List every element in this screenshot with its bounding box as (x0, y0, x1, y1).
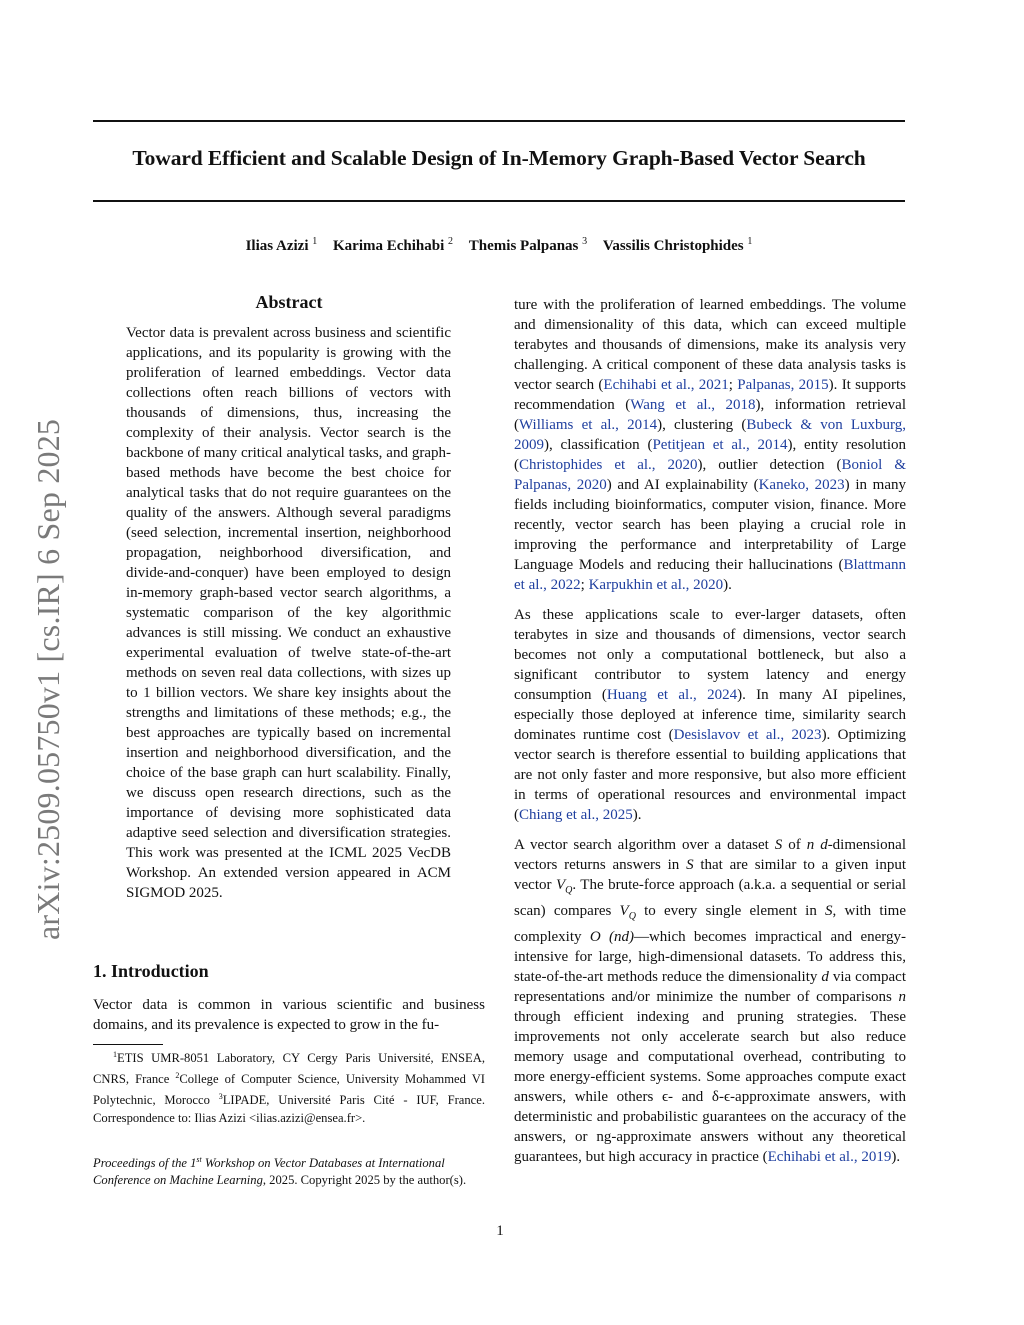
citation-link[interactable]: Huang et al., 2024 (606, 687, 738, 703)
intro-paragraph-2: As these applications scale to ever-larger datasets, often terabytes in size and thousands of dimensions, vector search becomes not only a computational bottleneck, but also a significant contributor to system latency and energy consumption (Huang et al., 2024). In many AI pipelines, especially those deployed at inference time, similarity search dominates runtime cost (Desislavov et al., 2023). Optimizing vector search is therefore essential to building applications that are not only faster and more responsive, but also more efficient in terms of operational resources and environmental impact (Chiang et al., 2025). (514, 607, 907, 823)
citation-link[interactable]: Blattmann et al., 2022 (514, 557, 906, 593)
citation-link[interactable]: Echihabi et al., 2019 (767, 1149, 892, 1165)
author-list (93, 236, 905, 255)
author: Themis Palpanas $^3$ (468, 236, 588, 254)
author: Vassilis Christophides $^1$ (602, 236, 753, 254)
citation-link[interactable]: Williams et al., 2014 (519, 417, 658, 433)
citation-link[interactable]: Boniol & Palpanas, 2020 (514, 457, 906, 493)
citation-link[interactable]: Chiang et al., 2025 (519, 807, 633, 823)
title-rule (93, 200, 905, 202)
citation-link[interactable]: Palpanas, 2015 (737, 377, 829, 393)
citation-link[interactable]: Echihabi et al., 2021 (603, 377, 729, 393)
citation-link[interactable]: Petitjean et al., 2014 (652, 437, 788, 453)
abstract-text (126, 323, 451, 903)
footnote-divider (93, 1044, 163, 1045)
affiliations-footnote: $^1$ETIS UMR-8051 Laboratory, CY Cergy Paris Université, ENSEA, CNRS, France $^2$College of Computer Science, University Mohammed VI Polytechnic, Morocco $^3$LIPADE, Université Paris Cité - IUF, France. Correspondence to: Ilias Azizi <ilias.azizi@ensea.fr>. (93, 1050, 485, 1125)
paragraph-text: Vector data is common in various scientific and business domains, and its prevalence is expected to grow in the fu- (93, 997, 485, 1033)
citation-link[interactable]: Christophides et al., 2020 (519, 457, 698, 473)
proceedings-note: Proceedings of the 1st Workshop on Vector Databases at International Conference on Machine Learning, 2025. Copyright 2025 by the author(s). (93, 1155, 467, 1188)
right-column (514, 295, 906, 1167)
page-number: 1 (496, 1223, 504, 1239)
abstract-heading: Abstract (255, 292, 323, 312)
top-rule (93, 120, 905, 122)
citation-link[interactable]: Karpukhin et al., 2020 (588, 577, 724, 593)
citation-link[interactable]: Wang et al., 2018 (630, 397, 756, 413)
intro-paragraph-start (93, 995, 485, 1035)
intro-paragraph-1-continued: ture with the proliferation of learned embeddings. The volume and dimensionality of this data, which can exceed multiple terabytes and thousands of dimensions, make its analysis very challenging. A critical component of these data analysis tasks is vector search (Echihabi et al., 2021; Palpanas, 2015). It supports recommendation (Wang et al., 2018), information retrieval (Williams et al., 2014), clustering (Bubeck & von Luxburg, 2009), classification (Petitjean et al., 2014), entity resolution (Christophides et al., 2020), outlier detection (Boniol & Palpanas, 2020) and AI explainability (Kaneko, 2023) in many fields including bioinformatics, computer vision, finance. More recently, vector search has been playing a crucial role in improving the performance and interpretability of Large Language Models and reducing their hallucinations (Blattmann et al., 2022; Karpukhin et al., 2020). (514, 297, 907, 593)
citation-link[interactable]: Desislavov et al., 2023 (673, 727, 822, 743)
abstract-paragraph: Vector data is prevalent across business and scientific applications, and its popularity is growing with the proliferation of learned embeddings. Vector data collections often reach billions of vectors with thousands of dimensions, thus, increasing the complexity of their analysis. Vector search is the backbone of many critical analytical tasks, and graph-based methods have become the best choice for analytical tasks that do not require guarantees on the quality of the answers. Although several paradigms (seed selection, incremental insertion, neighborhood propagation, neighborhood diversification, and divide-and-conquer) have been employed to design in-memory graph-based vector search algorithms, a systematic comparison of the key algorithmic advances is still missing. We conduct an exhaustive experimental evaluation of twelve state-of-the-art methods on seven real data collections, with sizes up to 1 billion vectors. We share key insights about the strengths and limitations of these methods; e.g., the best approaches are typically based on incremental insertion and neighborhood diversification, and the choice of the base graph can hurt scalability. Finally, we discuss open research directions, such as the importance of devising more sophisticated data adaptive seed selection and diversification strategies. This work was presented at the ICML 2025 VecDB Workshop. An extended version appeared in ACM SIGMOD 2025. (126, 325, 451, 901)
citation-link[interactable]: Bubeck & von Luxburg, 2009 (514, 417, 907, 453)
author: Karima Echihabi $^2$ (333, 236, 454, 254)
author: Ilias Azizi $^1$ (245, 236, 318, 254)
arxiv-identifier[interactable]: arXiv:2509.05750v1 [cs.IR] 6 Sep 2025 (30, 418, 66, 940)
paper-title: Toward Efficient and Scalable Design of In-Memory Graph-Based Vector Search (132, 146, 866, 170)
intro-paragraph-3: A vector search algorithm over a dataset S of n d-dimensional vectors returns answers in S that are similar to a given input vector $V_Q$. The brute-force approach (a.k.a. a sequential or serial scan) compares $V_Q$ to every single element in S, with time complexity O (nd)—which becomes impractical and energy-intensive for large, high-dimensional datasets. To address this, state-of-the-art methods reduce the dimensionality d via compact representations and/or minimize the number of comparisons n through efficient indexing and pruning strategies. These improvements not only accelerate search but also reduce memory usage and computational overhead, contributing to more energy-efficient systems. Some approaches compute exact answers, while others ϵ- and δ-ϵ-approximate answers, with deterministic and probabilistic guarantees on the accuracy of the answers, or ng-approximate answers without any theoretical guarantees, but high accuracy in practice (Echihabi et al., 2019). (514, 837, 907, 1165)
citation-link[interactable]: Kaneko, 2023 (758, 477, 845, 493)
section-heading-introduction: 1. Introduction (93, 961, 209, 981)
